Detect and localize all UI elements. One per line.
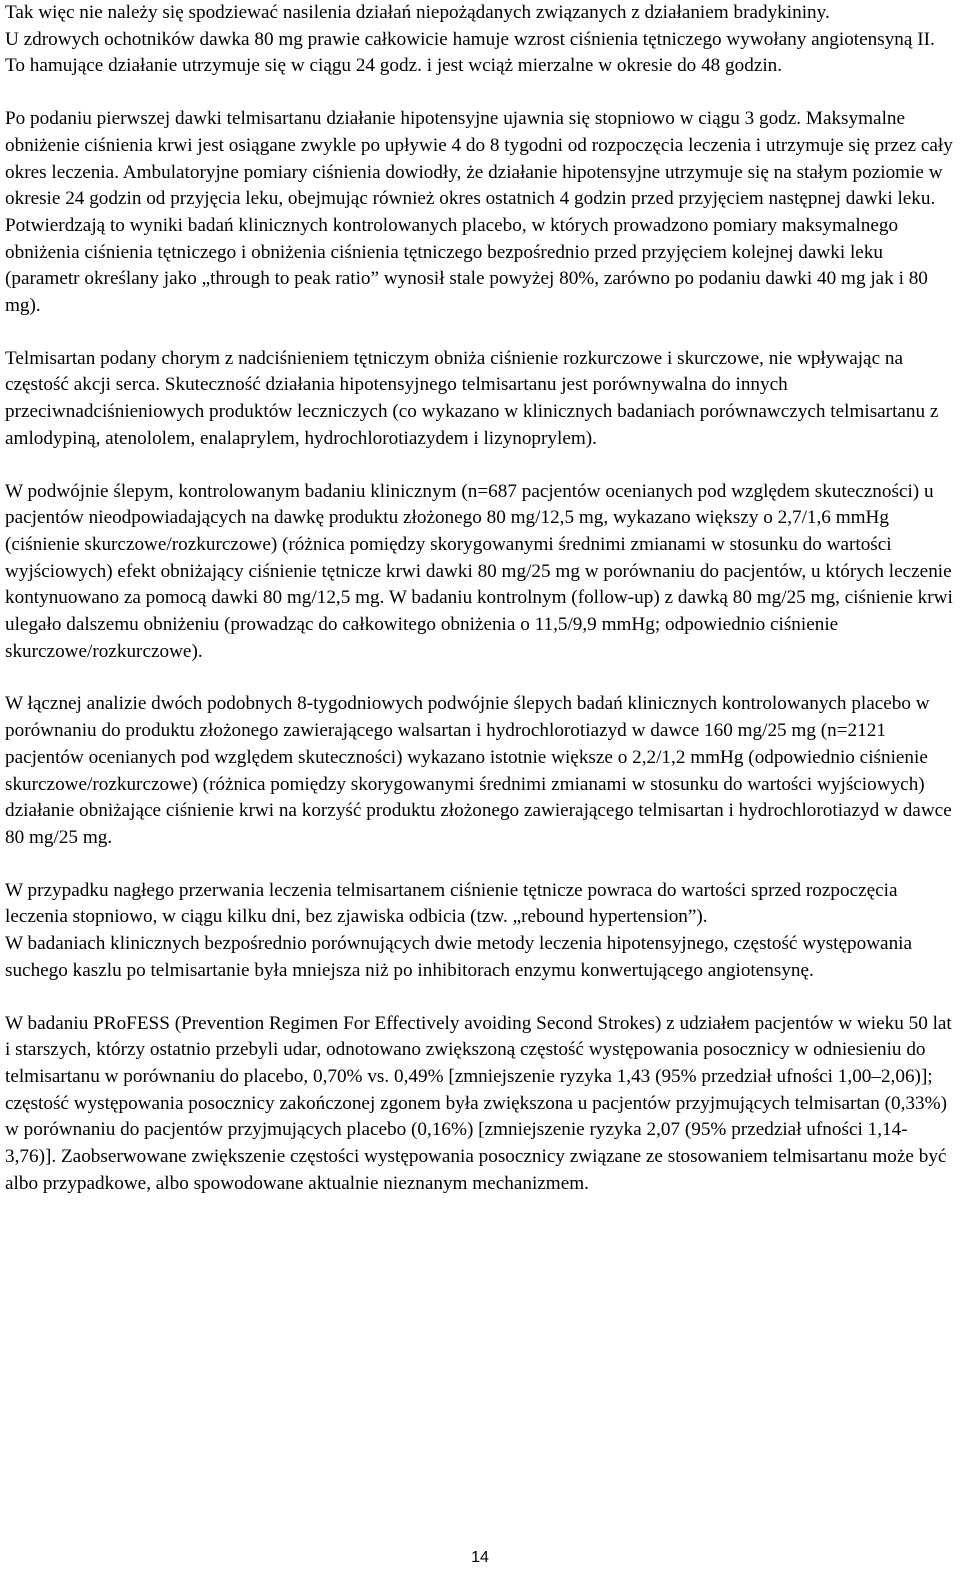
paragraph-pooled-analysis: W łącznej analizie dwóch podobnych 8-tygodniowych podwójnie ślepych badań klinicznych kontrolowanych placebo w porównaniu do produktu złożonego zawierającego walsartan i hydrochlorotiazyd w dawce 160 mg/25 mg (n=2121 pacjentów ocenianych pod względem skuteczności) wykazano istotnie większe o 2,2/1,2 mmHg (odpowiednio ciśnienie skurczowe/rozkurczowe) (różnica pomiędzy skorygowanymi średnimi zmianami w stosunku do wartości wyjściowych) działanie obniżające ciśnienie krwi na korzyść produktu złożonego zawierającego telmisartan i hydrochlorotiazyd w dawce 80 mg/25 mg.	[5, 693, 952, 848]
paragraph-profess-study: W badaniu PRoFESS (Prevention Regimen For Effectively avoiding Second Strokes) z udziałem pacjentów w wieku 50 lat i starszych, którzy ostatnio przebyli udar, odnotowano zwiększoną częstość występowania posocznicy w odniesieniu do telmisartanu w porównaniu do placebo, 0,70% vs. 0,49% [zmniejszenie ryzyka 1,43 (95% przedział ufności 1,00–2,06)]; częstość występowania posocznicy zakończonej zgonem była zwiększona u pacjentów przyjmujących telmisartan (0,33%) w porównaniu do pacjentów przyjmujących placebo (0,16%) [zmniejszenie ryzyka 2,07 (95% przedział ufności 1,14-3,76)]. Zaobserwowane zwiększenie częstości występowania posocznicy związane ze stosowaniem telmisartanu może być albo przypadkowe, albo spowodowane aktualnie nieznanym mechanizmem.	[5, 1012, 952, 1194]
document-body	[5, 0, 955, 1197]
paragraph-discontinuation: W przypadku nagłego przerwania leczenia telmisartanem ciśnienie tętnicze powraca do wartości sprzed rozpoczęcia leczenia stopniowo, w ciągu kilku dni, bez zjawiska odbicia (tzw. „rebound hypertension”).	[5, 879, 898, 928]
paragraph-efficacy-comparison: Telmisartan podany chorym z nadciśnieniem tętniczym obniża ciśnienie rozkurczowe i skurczowe, nie wpływając na częstość akcji serca. Skuteczność działania hipotensyjnego telmisartanu jest porównywalna do innych przeciwnadciśnieniowych produktów leczniczych (co wykazano w klinicznych badaniach porównawczych telmisartanu z amlodypiną, atenololem, enalaprylem, hydrochlorotiazydem i lizynoprylem).	[5, 347, 939, 449]
paragraph-double-blind-study: W podwójnie ślepym, kontrolowanym badaniu klinicznym (n=687 pacjentów ocenianych pod względem skuteczności) u pacjentów nieodpowiadających na dawkę produktu złożonego 80 mg/12,5 mg, wykazano większy o 2,7/1,6 mmHg (ciśnienie skurczowe/rozkurczowe) (różnica pomiędzy skorygowanymi średnimi zmianami w stosunku do wartości wyjściowych) efekt obniżający ciśnienie tętnicze krwi dawki 80 mg/25 mg w porównaniu do pacjentów, u których leczenie kontynuowano za pomocą dawki 80 mg/12,5 mg. W badaniu kontrolnym (follow-up) z dawką 80 mg/25 mg, ciśnienie krwi ulegało dalszemu obniżeniu (prowadząc do całkowitego obniżenia o 11,5/9,9 mmHg; odpowiednio ciśnienie skurczowe/rozkurczowe).	[5, 480, 953, 662]
paragraph-dry-cough: W badaniach klinicznych bezpośrednio porównujących dwie metody leczenia hipotensyjnego, częstość występowania suchego kaszlu po telmisartanie była mniejsza niż po inhibitorach enzymu konwertującego angiotensynę.	[5, 933, 913, 981]
paragraph-bradykinin: Tak więc nie należy się spodziewać nasilenia działań niepożądanych związanych z działaniem bradykininy.	[5, 2, 830, 23]
paragraph-healthy-volunteers: U zdrowych ochotników dawka 80 mg prawie całkowicie hamuje wzrost ciśnienia tętniczego wywołany angiotensyną II. To hamujące działanie utrzymuje się w ciągu 24 godz. i jest wciąż mierzalne w okresie do 48 godzin.	[5, 28, 935, 77]
page-number: 14	[471, 1549, 489, 1566]
paragraph-onset-of-action: Po podaniu pierwszej dawki telmisartanu działanie hipotensyjne ujawnia się stopniowo w ciągu 3 godz. Maksymalne obniżenie ciśnienia krwi jest osiągane zwykle po upływie 4 do 8 tygodni od rozpoczęcia leczenia i utrzymuje się przez cały okres leczenia. Ambulatoryjne pomiary ciśnienia dowiodły, że działanie hipotensyjne utrzymuje się na stałym poziomie w okresie 24 godzin od przyjęcia leku, obejmując również okres ostatnich 4 godzin przed przyjęciem następnej dawki leku. Potwierdzają to wyniki badań klinicznych kontrolowanych placebo, w których prowadzono pomiary maksymalnego obniżenia ciśnienia tętniczego i obniżenia ciśnienia tętniczego bezpośrednio przed przyjęciem kolejnej dawki leku (parametr określany jako „through to peak ratio” wynosił stale powyżej 80%, zarówno po podaniu dawki 40 mg jak i 80 mg).	[5, 108, 953, 317]
